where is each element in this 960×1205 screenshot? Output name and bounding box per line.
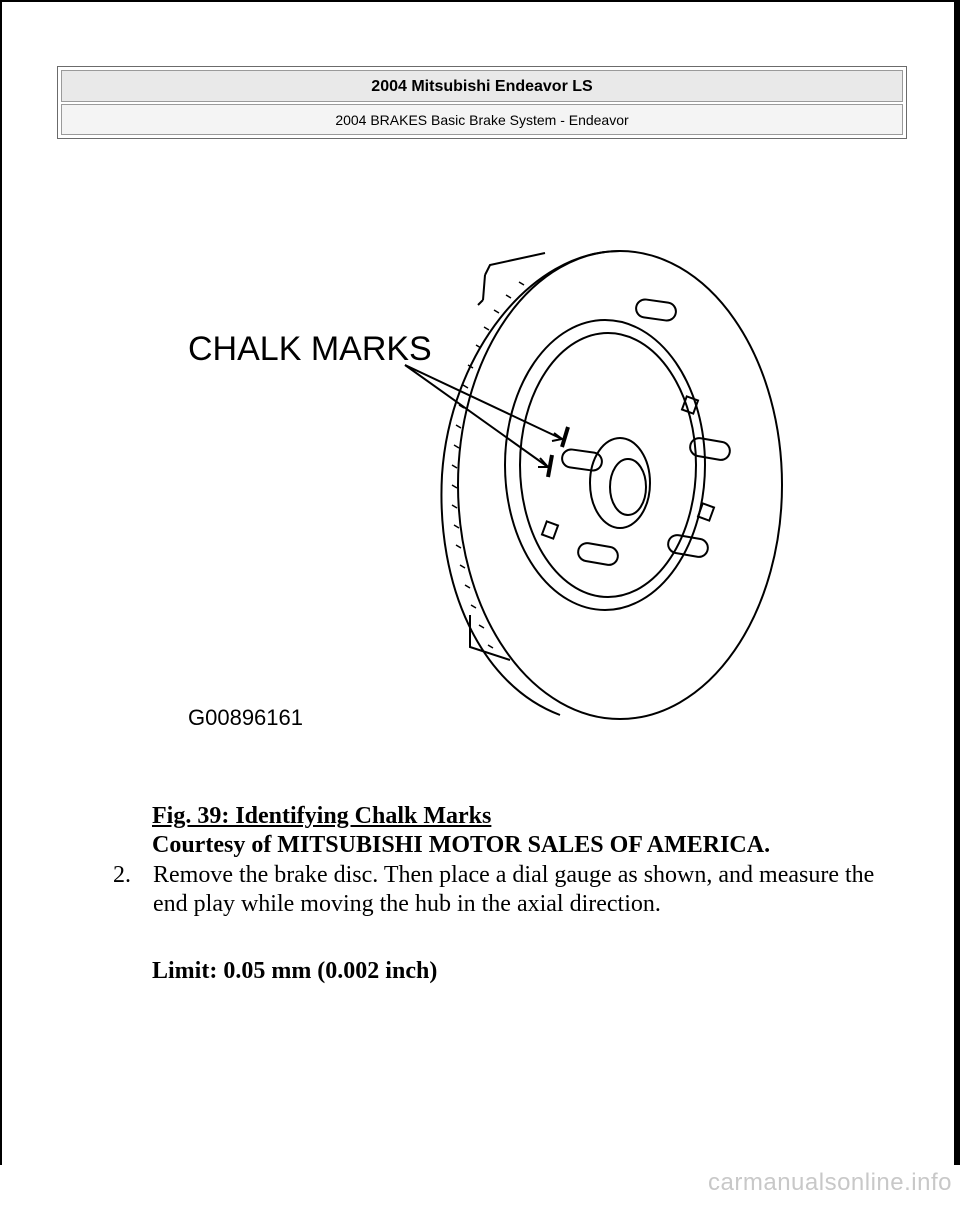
- watermark: carmanualsonline.info: [708, 1169, 952, 1196]
- chalk-mark-disc: [562, 427, 568, 447]
- figure-title: Fig. 39: Identifying Chalk Marks: [152, 803, 492, 829]
- dust-shield: [478, 253, 545, 305]
- hub-center-outer: [590, 438, 650, 528]
- procedure-step: [113, 861, 893, 919]
- limit-spec: Limit: 0.05 mm (0.002 inch): [152, 958, 438, 984]
- header-title: 2004 Mitsubishi Endeavor LS: [61, 70, 903, 102]
- figure-courtesy: Courtesy of MITSUBISHI MOTOR SALES OF AMERICA.: [152, 832, 771, 858]
- figure-code: G00896161: [188, 705, 303, 730]
- disc-vent-ticks: [452, 282, 524, 648]
- wheel-studs: [561, 298, 731, 566]
- callout-label: CHALK MARKS: [188, 330, 432, 368]
- document-header: [57, 66, 907, 139]
- step-number: 2.: [113, 862, 131, 888]
- figure-caption: [152, 802, 770, 860]
- step-text: Remove the brake disc. Then place a dial gauge as shown, and measure the end play while moving the hub in the axial direction.: [153, 862, 875, 917]
- hub-center-inner: [610, 459, 646, 515]
- hub-hat-outer: [505, 320, 705, 610]
- brake-disc-illustration: [150, 215, 810, 745]
- callout-leader-1: [405, 365, 562, 439]
- header-subtitle: 2004 BRAKES Basic Brake System - Endeavor: [61, 104, 903, 135]
- chalk-mark-stud: [548, 455, 552, 477]
